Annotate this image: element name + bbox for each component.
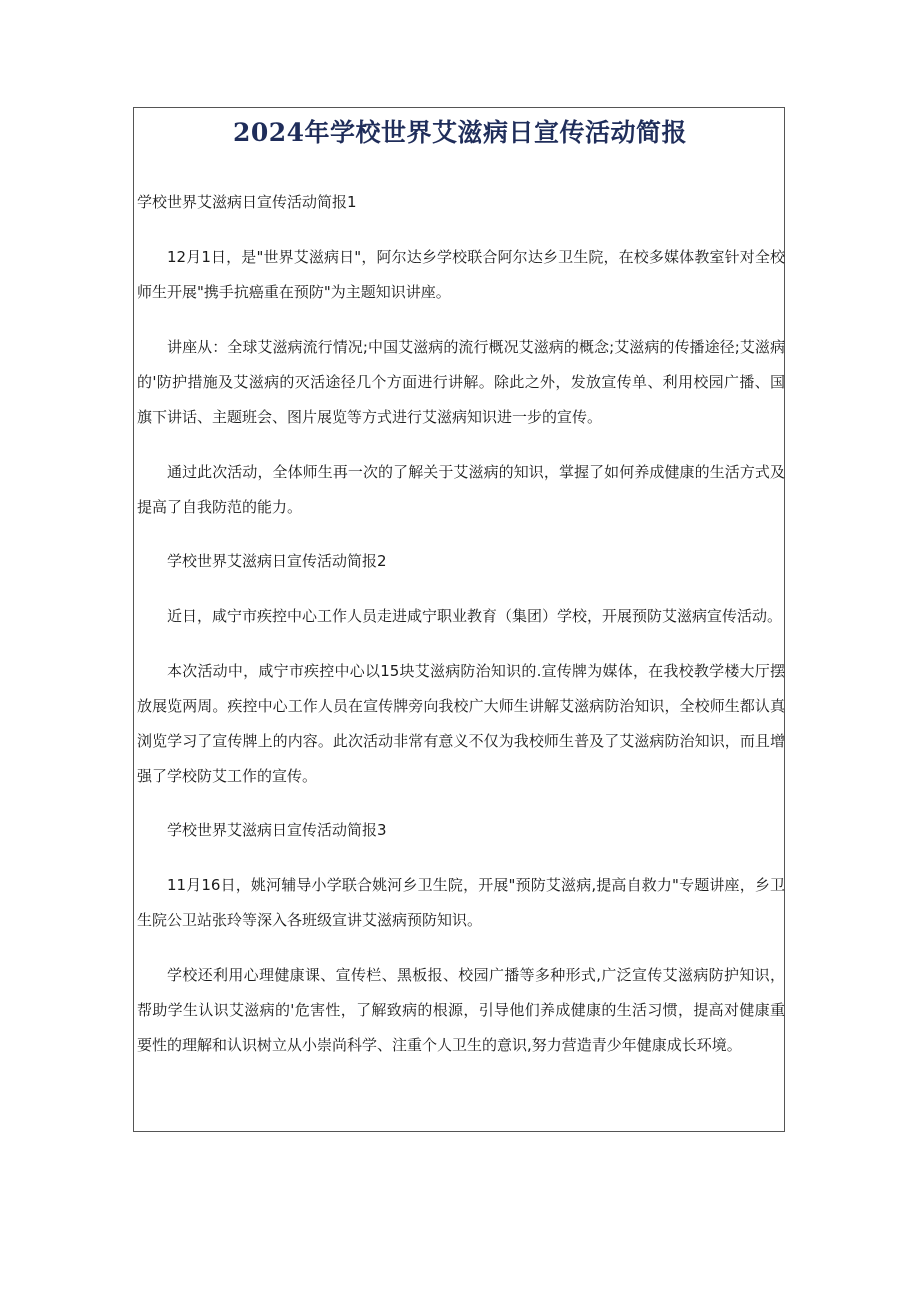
section-heading: 学校世界艾滋病日宣传活动简报2 (167, 552, 387, 570)
paragraph: 12月1日，是"世界艾滋病日"，阿尔达乡学校联合阿尔达乡卫生院，在校多媒体教室针对全校师生开展"携手抗癌重在预防"为主题知识讲座。 (137, 248, 785, 301)
section-heading: 学校世界艾滋病日宣传活动简报3 (167, 821, 387, 839)
section-1 (137, 185, 785, 525)
paragraph: 近日，咸宁市疾控中心工作人员走进咸宁职业教育（集团）学校，开展预防艾滋病宣传活动。 (167, 607, 783, 625)
paragraph: 讲座从：全球艾滋病流行情况;中国艾滋病的流行概况艾滋病的概念;艾滋病的传播途径;艾滋病的'防护措施及艾滋病的灭活途径几个方面进行讲解。除此之外，发放宣传单、利用校园广播、国旗下讲话、主题班会、图片展览等方式进行艾滋病知识进一步的宣传。 (137, 338, 785, 426)
paragraph: 本次活动中，咸宁市疾控中心以15块艾滋病防治知识的.宣传牌为媒体，在我校教学楼大厅摆放展览两周。疾控中心工作人员在宣传牌旁向我校广大师生讲解艾滋病防治知识，全校师生都认真浏览学习了宣传牌上的内容。此次活动非常有意义不仅为我校师生普及了艾滋病防治知识，而且增强了学校防艾工作的宣传。 (137, 662, 785, 785)
document-body (137, 185, 785, 1063)
section-2 (137, 544, 785, 794)
section-heading: 学校世界艾滋病日宣传活动简报1 (137, 193, 357, 211)
paragraph: 学校还利用心理健康课、宣传栏、黑板报、校园广播等多种形式,广泛宣传艾滋病防护知识，帮助学生认识艾滋病的'危害性，了解致病的根源，引导他们养成健康的生活习惯，提高对健康重要性的理解和认识树立从小崇尚科学、注重个人卫生的意识,努力营造青少年健康成长环境。 (137, 966, 785, 1054)
paragraph: 通过此次活动，全体师生再一次的了解关于艾滋病的知识，掌握了如何养成健康的生活方式及提高了自我防范的能力。 (137, 463, 785, 516)
document-title: 2024年学校世界艾滋病日宣传活动简报 (232, 118, 688, 147)
section-3 (137, 813, 785, 1063)
paragraph: 11月16日，姚河辅导小学联合姚河乡卫生院，开展"预防艾滋病,提高自救力"专题讲座，乡卫生院公卫站张玲等深入各班级宣讲艾滋病预防知识。 (137, 876, 785, 929)
